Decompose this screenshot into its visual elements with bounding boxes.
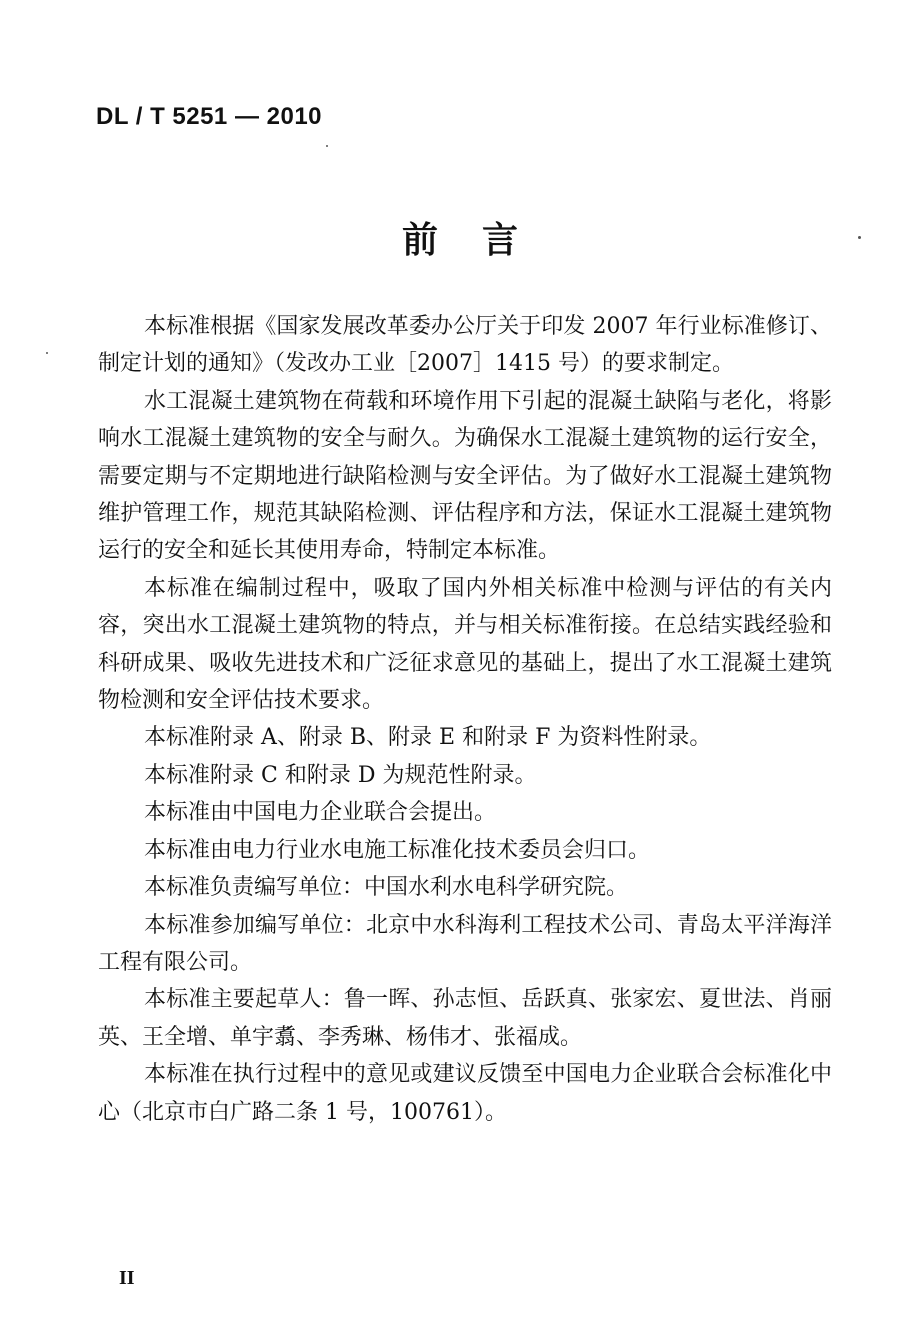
paragraph-participating-units: 本标准参加编写单位：北京中水科海利工程技术公司、青岛太平洋海洋工程有限公司。	[98, 912, 832, 975]
paragraph-informative-annexes: 本标准附录 A、附录 B、附录 E 和附录 F 为资料性附录。	[144, 725, 712, 751]
paragraph-normative-annexes: 本标准附录 C 和附录 D 为规范性附录。	[144, 762, 537, 788]
paragraph-drafting-process: 本标准在编制过程中，吸取了国内外相关标准中检测与评估的有关内容，突出水工混凝土建筑物的特点，并与相关标准衔接。在总结实践经验和科研成果、吸收先进技术和广泛征求意见的基础上，提出了水工混凝土建筑物检测和安全评估技术要求。	[98, 575, 832, 714]
page-number: II	[119, 1267, 135, 1289]
paragraph-feedback: 本标准在执行过程中的意见或建议反馈至中国电力企业联合会标准化中心（北京市白广路二条 1 号，100761）。	[98, 1062, 832, 1125]
scan-speck	[326, 145, 328, 147]
scan-speck	[858, 236, 861, 239]
paragraph-purpose: 水工混凝土建筑物在荷载和环境作用下引起的混凝土缺陷与老化，将影响水工混凝土建筑物的安全与耐久。为确保水工混凝土建筑物的运行安全，需要定期与不定期地进行缺陷检测与安全评估。为了做好水工混凝土建筑物维护管理工作，规范其缺陷检测、评估程序和方法，保证水工混凝土建筑物运行的安全和延长其使用寿命，特制定本标准。	[98, 388, 832, 564]
paragraph-proposer: 本标准由中国电力企业联合会提出。	[144, 800, 497, 826]
scan-speck	[46, 352, 48, 354]
paragraph-drafters: 本标准主要起草人：鲁一晖、孙志恒、岳跃真、张家宏、夏世法、肖丽英、王全增、单宇翥、李秀琳、杨伟才、张福成。	[98, 987, 832, 1050]
paragraph-basis: 本标准根据《国家发展改革委办公厅关于印发 2007 年行业标准修订、制定计划的通知》（发改办工业［2007］1415 号）的要求制定。	[98, 314, 832, 377]
paragraph-committee: 本标准由电力行业水电施工标准化技术委员会归口。	[144, 837, 651, 863]
foreword-body	[98, 308, 832, 1131]
document-code: DL / T 5251 — 2010	[96, 103, 323, 130]
paragraph-lead-unit: 本标准负责编写单位：中国水利水电科学研究院。	[144, 875, 629, 901]
page-title: 前言	[401, 220, 562, 261]
